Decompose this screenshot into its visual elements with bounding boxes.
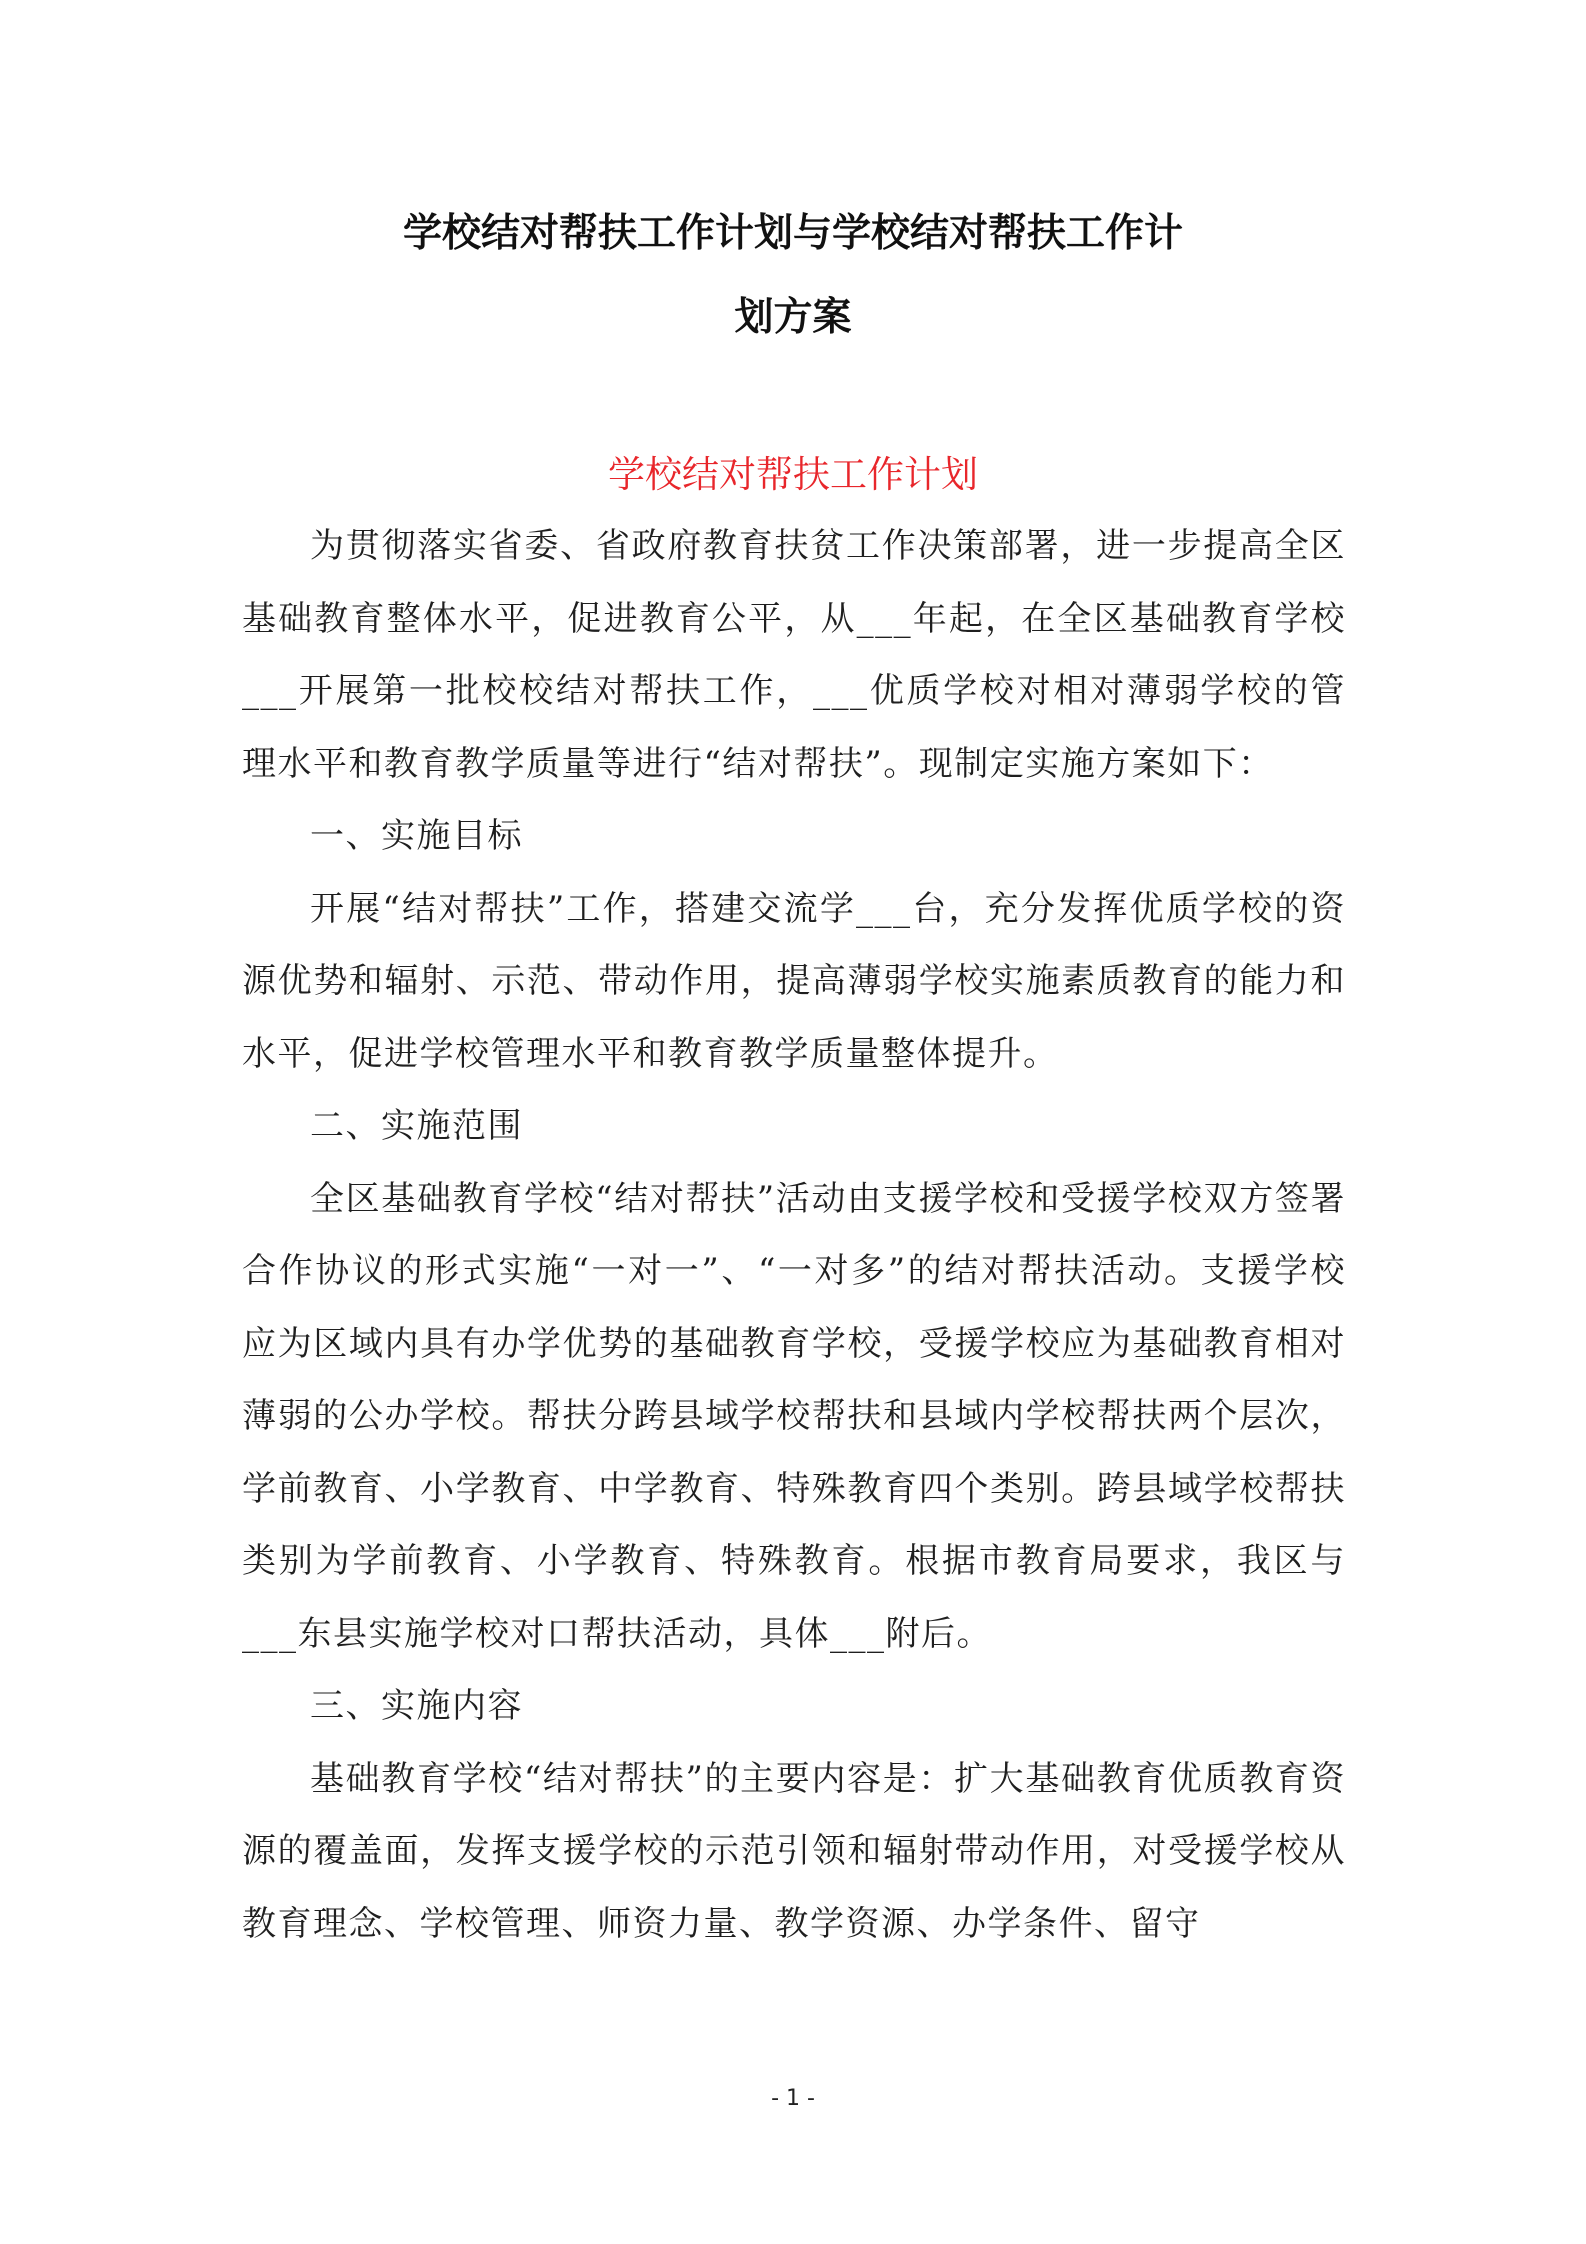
intro-paragraph: 为贯彻落实省委、省政府教育扶贫工作决策部署，进一步提高全区基础教育整体水平，促进教育公平，从___年起，在全区基础教育学校___开展第一批校校结对帮扶工作，___优质学校对相对薄弱学校的管理水平和教育教学质量等进行“结对帮扶”。现制定实施方案如下： [242,526,1346,784]
document-title-line-2: 划方案 [734,295,852,340]
page-number: - 1 - [771,2086,815,2111]
document-body [242,510,1346,1960]
content-paragraph: 基础教育学校“结对帮扶”的主要内容是：扩大基础教育优质教育资源的覆盖面，发挥支援学校的示范引领和辐射带动作用，对受援学校从教育理念、学校管理、师资力量、教学资源、办学条件、留守 [242,1758,1346,1944]
section-title: 学校结对帮扶工作计划 [608,453,978,496]
heading-implementation-content: 三、实施内容 [310,1686,523,1726]
goals-paragraph: 开展“结对帮扶”工作，搭建交流学___台，充分发挥优质学校的资源优势和辐射、示范、带动作用，提高薄弱学校实施素质教育的能力和水平，促进学校管理水平和教育教学质量整体提升。 [242,888,1346,1074]
heading-implementation-scope: 二、实施范围 [310,1106,523,1146]
scope-paragraph: 全区基础教育学校“结对帮扶”活动由支援学校和受援学校双方签署合作协议的形式实施“一对一”、“一对多”的结对帮扶活动。支援学校应为区域内具有办学优势的基础教育学校，受援学校应为基础教育相对薄弱的公办学校。帮扶分跨县域学校帮扶和县域内学校帮扶两个层次，学前教育、小学教育、中学教育、特殊教育四个类别。跨县域学校帮扶类别为学前教育、小学教育、特殊教育。根据市教育局要求，我区与___东县实施学校对口帮扶活动，具体___附后。 [242,1178,1346,1654]
document-title-line-1: 学校结对帮扶工作计划与学校结对帮扶工作计 [402,211,1183,256]
heading-implementation-goals: 一、实施目标 [310,816,523,856]
